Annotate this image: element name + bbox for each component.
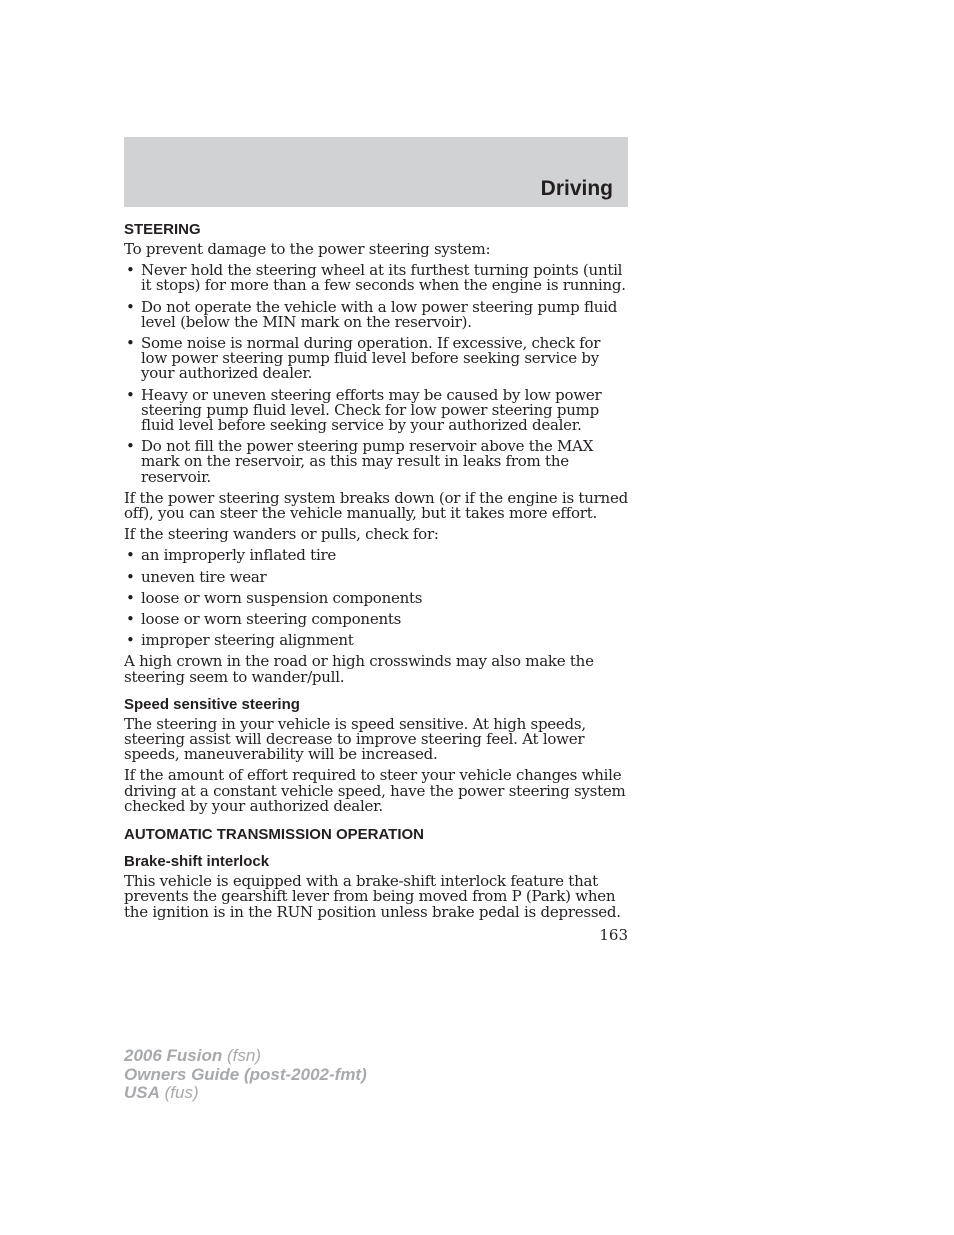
list-item: • Never hold the steering wheel at its furthest turning points (until it stops) for more than a few seconds when the engine is running. [126,261,626,295]
bullet-icon: • [126,297,135,316]
list-item: • loose or worn steering components [126,610,402,629]
bullet-icon: • [126,567,135,586]
list-item: • an improperly inflated tire [126,546,337,565]
section-header-bar [124,137,628,207]
page-content [124,219,630,926]
list-item: • Heavy or uneven steering efforts may be caused by low power steering pump fluid level. Check for low power steering pump fluid level before seeking service by your authorized dealer. [126,385,602,435]
steering-heading: STEERING [124,221,201,238]
brake-shift-paragraph: This vehicle is equipped with a brake-shift interlock feature that prevents the gearshift lever from being moved from P (Park) when the ignition is in the RUN position unless brake pedal is depressed. [124,872,621,921]
footer-line-market: USA (fus) [124,1083,199,1102]
bullet-icon: • [126,437,135,456]
speed-sensitive-heading: Speed sensitive steering [124,695,300,713]
list-item: • Do not operate the vehicle with a low power steering pump fluid level (below the MIN mark on the reservoir). [126,297,618,331]
footer-line-model: 2006 Fusion (fsn) [124,1046,261,1065]
steering-intro: To prevent damage to the power steering system: [124,240,491,258]
speed-sensitive-paragraph-1: The steering in your vehicle is speed sensitive. At high speeds, steering assist will decrease to improve steering feel. At lower speeds, maneuverability will be increased. [124,714,586,764]
list-item: • Do not fill the power steering pump reservoir above the MAX mark on the reservoir, as this may result in leaks from the reservoir. [126,437,594,486]
list-item: • uneven tire wear [126,567,267,586]
footer-line-guide: Owners Guide (post-2002-fmt) [124,1064,367,1084]
brake-shift-heading: Brake-shift interlock [124,853,270,871]
bullet-icon: • [126,610,135,629]
steering-precautions-list [124,263,630,485]
section-title: Driving [540,177,613,200]
speed-sensitive-paragraph-2: If the amount of effort required to steer your vehicle changes while driving at a constant vehicle speed, have the power steering system checked by your authorized dealer. [124,766,626,815]
bullet-icon: • [126,261,135,280]
bullet-icon: • [126,334,135,353]
wander-checklist [124,548,630,648]
wander-intro: If the steering wanders or pulls, check for: [124,525,439,544]
bullet-icon: • [126,631,135,650]
bullet-icon: • [126,546,135,565]
transmission-heading: AUTOMATIC TRANSMISSION OPERATION [124,826,424,844]
list-item: • improper steering alignment [126,631,354,650]
list-item: • loose or worn suspension components [126,588,423,607]
page-number: 163 [599,926,628,944]
crown-paragraph: A high crown in the road or high crosswinds may also make the steering seem to wander/pull. [124,652,594,686]
bullet-icon: • [126,588,135,607]
list-item: • Some noise is normal during operation. If excessive, check for low power steering pump fluid level before seeking service by your authorized dealer. [126,334,601,383]
bullet-icon: • [126,385,135,404]
breakdown-paragraph: If the power steering system breaks down (or if the engine is turned off), you can steer the vehicle manually, but it takes more effort. [124,488,628,523]
document-footer [124,1047,367,1103]
